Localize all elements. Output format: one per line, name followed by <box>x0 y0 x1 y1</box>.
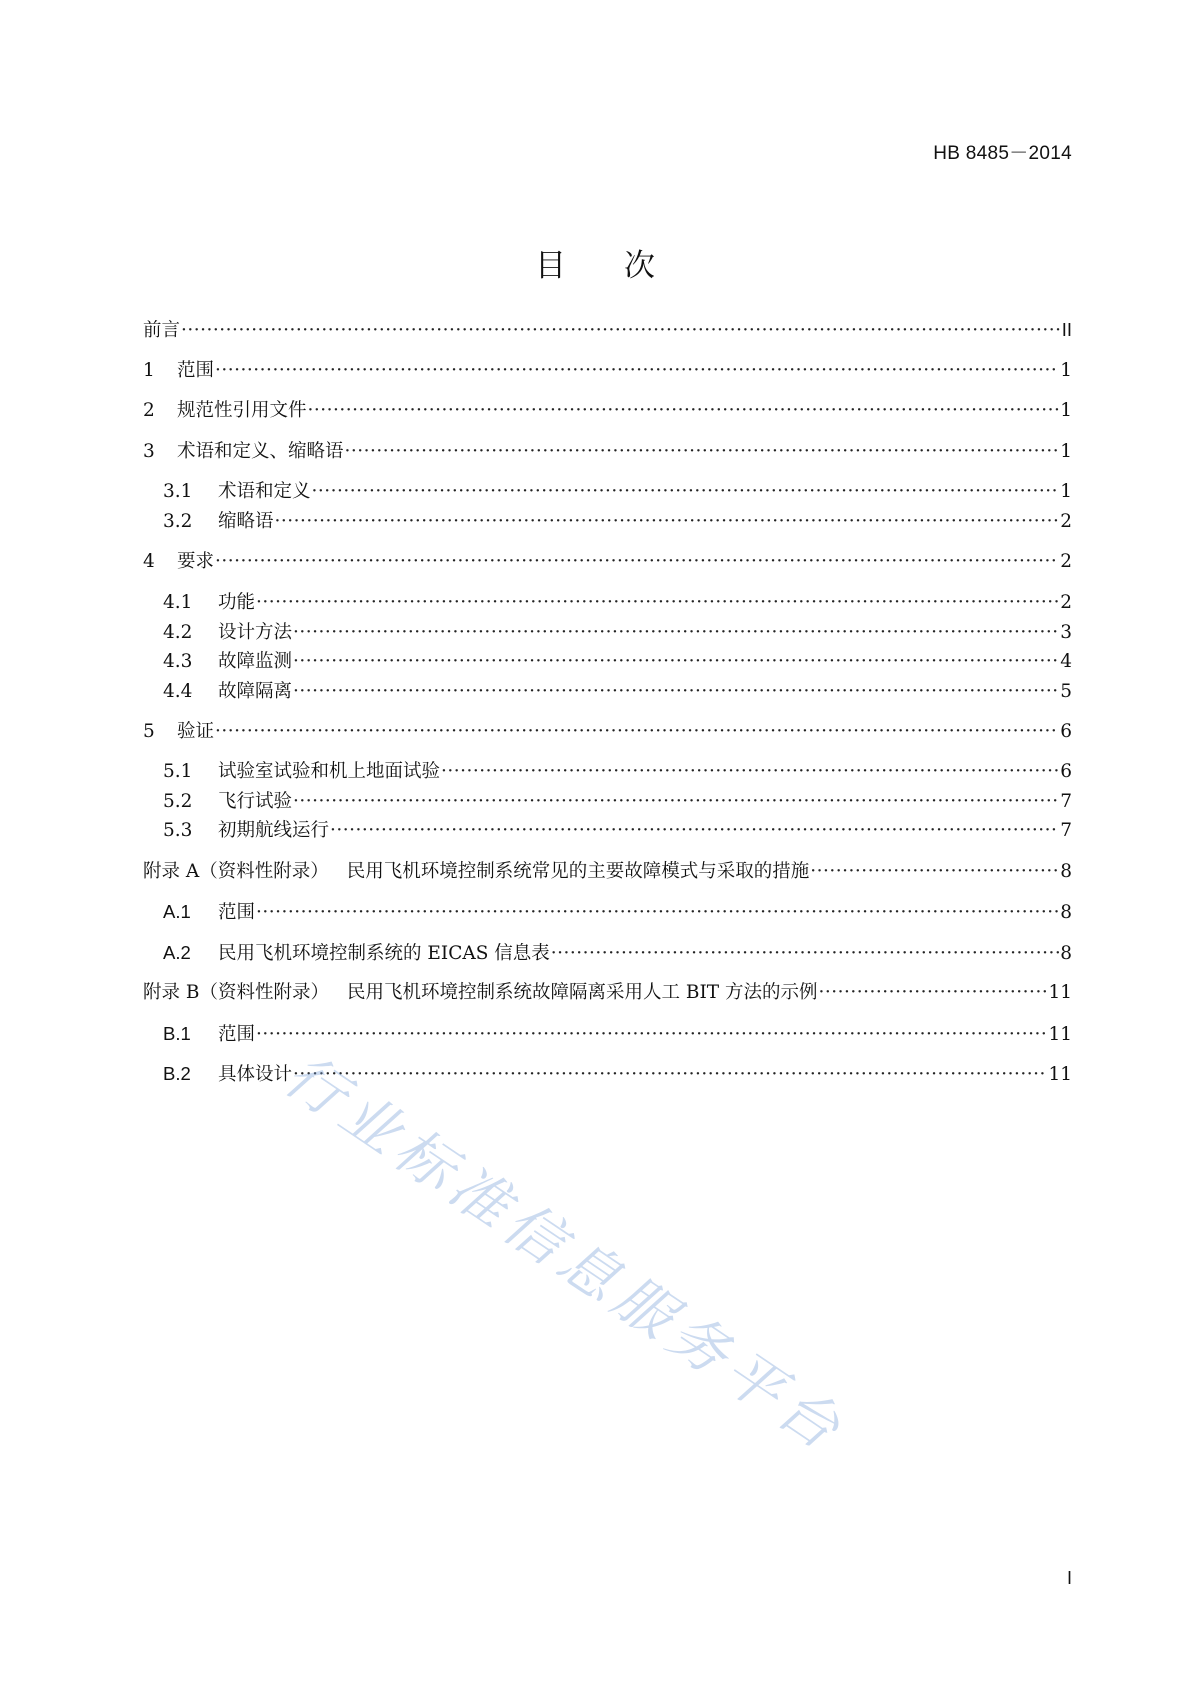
toc-entry-number: 2 <box>143 400 155 421</box>
toc-entry-number: 附录 A（资料性附录） <box>143 861 329 882</box>
toc-leader-dots <box>293 649 1059 675</box>
toc-entry-1 <box>143 358 1072 384</box>
toc-leader-dots <box>312 479 1060 505</box>
toc-entry-label: 功能 <box>218 592 256 613</box>
toc-entry-number: 5 <box>143 721 155 742</box>
toc-entry-page: 1 <box>1060 441 1072 462</box>
toc-entry-page: 11 <box>1048 1064 1072 1085</box>
toc-leader-dots <box>293 1062 1047 1088</box>
toc-leader-dots <box>293 789 1059 815</box>
toc-entry-3-2 <box>163 509 1072 535</box>
toc-leader-dots <box>330 818 1059 844</box>
toc-entry-page: 1 <box>1060 360 1072 381</box>
toc-leader-dots <box>215 549 1059 575</box>
toc-entry-number: 1 <box>143 360 155 381</box>
toc-entry-5-3 <box>163 818 1072 844</box>
toc-entry-number: A.1 <box>163 901 191 922</box>
toc-entry-number: B.1 <box>163 1023 191 1044</box>
toc-entry-number: 5.3 <box>163 820 193 841</box>
toc-entry-page: II <box>1061 319 1072 340</box>
toc-entry-page: 1 <box>1060 481 1072 502</box>
toc-entry-number: 4.1 <box>163 592 193 613</box>
toc-entry-label: 设计方法 <box>218 622 293 643</box>
toc-entry-label: 故障监测 <box>218 651 293 672</box>
toc-entry-label: 试验室试验和机上地面试验 <box>218 761 441 782</box>
toc-entry-label: 故障隔离 <box>218 681 293 702</box>
toc-leader-dots <box>551 941 1059 967</box>
toc-entry-page: 5 <box>1060 681 1072 702</box>
toc-entry-label: 范围 <box>218 1024 256 1045</box>
toc-entry-label: 民用飞机环境控制系统的 EICAS 信息表 <box>218 943 550 964</box>
toc-leader-dots <box>819 980 1048 1006</box>
toc-entry-b-1 <box>163 1021 1072 1047</box>
document-code: HB 8485－2014 <box>933 143 1072 164</box>
toc-entry-page: 8 <box>1060 861 1072 882</box>
toc-entry-5-1 <box>163 759 1072 785</box>
toc-entry-label: 验证 <box>177 721 215 742</box>
toc-entry-5-2 <box>163 789 1072 815</box>
toc-leader-dots <box>441 759 1059 785</box>
toc-entry-number: A.2 <box>163 942 191 963</box>
toc-entry-page: 6 <box>1060 761 1072 782</box>
toc-leader-dots <box>256 590 1059 616</box>
toc-entry-number: 4.4 <box>163 681 193 702</box>
toc-entry-page: 3 <box>1060 622 1072 643</box>
toc-entry-3 <box>143 439 1072 465</box>
toc-entry-label: 术语和定义 <box>218 481 311 502</box>
toc-entry-3-1 <box>163 479 1072 505</box>
toc-entry-label: 要求 <box>177 551 215 572</box>
toc-entry-page: 8 <box>1060 943 1072 964</box>
toc-entry-number: 4 <box>143 551 155 572</box>
toc-entry-number: 3.2 <box>163 511 193 532</box>
toc-entry-b-2 <box>163 1061 1072 1087</box>
toc-entry-foreword <box>143 317 1072 343</box>
toc-entry-page: 11 <box>1048 982 1072 1003</box>
toc-leader-dots <box>181 318 1061 344</box>
toc-leader-dots <box>293 620 1059 646</box>
toc-entry-number: 4.3 <box>163 651 193 672</box>
toc-entry-number: 附录 B（资料性附录） <box>143 982 329 1003</box>
toc-entry-4 <box>143 549 1072 575</box>
toc-entry-page: 7 <box>1060 820 1072 841</box>
toc-entry-page: 1 <box>1060 400 1072 421</box>
toc-entry-page: 8 <box>1060 902 1072 923</box>
toc-leader-dots <box>810 859 1059 885</box>
page-title-right: 次 <box>624 248 655 284</box>
toc-entry-4-2 <box>163 620 1072 646</box>
toc-entry-number: 5.1 <box>163 761 193 782</box>
toc-entry-page: 2 <box>1060 592 1072 613</box>
toc-entry-4-3 <box>163 649 1072 675</box>
toc-entry-number: 5.2 <box>163 791 193 812</box>
toc-leader-dots <box>345 439 1060 465</box>
page-title-left: 目 <box>535 248 566 284</box>
toc-entry-a-1 <box>163 899 1072 925</box>
toc-entry-label: 民用飞机环境控制系统常见的主要故障模式与采取的措施 <box>346 861 810 882</box>
toc-entry-label: 具体设计 <box>218 1064 293 1085</box>
toc-entry-label: 规范性引用文件 <box>177 400 307 421</box>
toc-entry-label: 前言 <box>143 320 181 341</box>
toc-entry-page: 11 <box>1048 1024 1072 1045</box>
toc-entry-number: 3.1 <box>163 481 193 502</box>
toc-entry-2 <box>143 398 1072 424</box>
toc-entry-a-2 <box>163 940 1072 966</box>
toc-entry-label: 范围 <box>177 360 215 381</box>
toc-leader-dots <box>256 1022 1047 1048</box>
toc-entry-number: 4.2 <box>163 622 193 643</box>
toc-entry-appendix-b <box>143 980 1072 1006</box>
toc-entry-appendix-a <box>143 859 1072 885</box>
toc-entry-page: 6 <box>1060 721 1072 742</box>
watermark: 行业标准信息服务平台 <box>272 1040 858 1467</box>
toc-leader-dots <box>275 509 1060 535</box>
toc-entry-5 <box>143 719 1072 745</box>
toc-leader-dots <box>215 358 1059 384</box>
toc-leader-dots <box>215 719 1059 745</box>
toc-entry-number: 3 <box>143 441 155 462</box>
toc-entry-4-1 <box>163 590 1072 616</box>
toc-entry-label: 范围 <box>218 902 256 923</box>
toc-entry-page: 4 <box>1060 651 1072 672</box>
toc-entry-4-4 <box>163 679 1072 705</box>
toc-leader-dots <box>256 900 1059 926</box>
toc-leader-dots <box>293 679 1059 705</box>
toc-entry-number: B.2 <box>163 1063 191 1084</box>
toc-entry-label: 初期航线运行 <box>218 820 330 841</box>
toc-entry-label: 缩略语 <box>218 511 274 532</box>
toc-entry-label: 民用飞机环境控制系统故障隔离采用人工 BIT 方法的示例 <box>346 982 818 1003</box>
toc-entry-page: 2 <box>1060 551 1072 572</box>
toc-entry-page: 2 <box>1060 511 1072 532</box>
toc-entry-label: 飞行试验 <box>218 791 293 812</box>
toc-entry-label: 术语和定义、缩略语 <box>177 441 344 462</box>
page-number: I <box>1066 1568 1072 1588</box>
toc-leader-dots <box>308 398 1060 424</box>
toc-entry-page: 7 <box>1060 791 1072 812</box>
